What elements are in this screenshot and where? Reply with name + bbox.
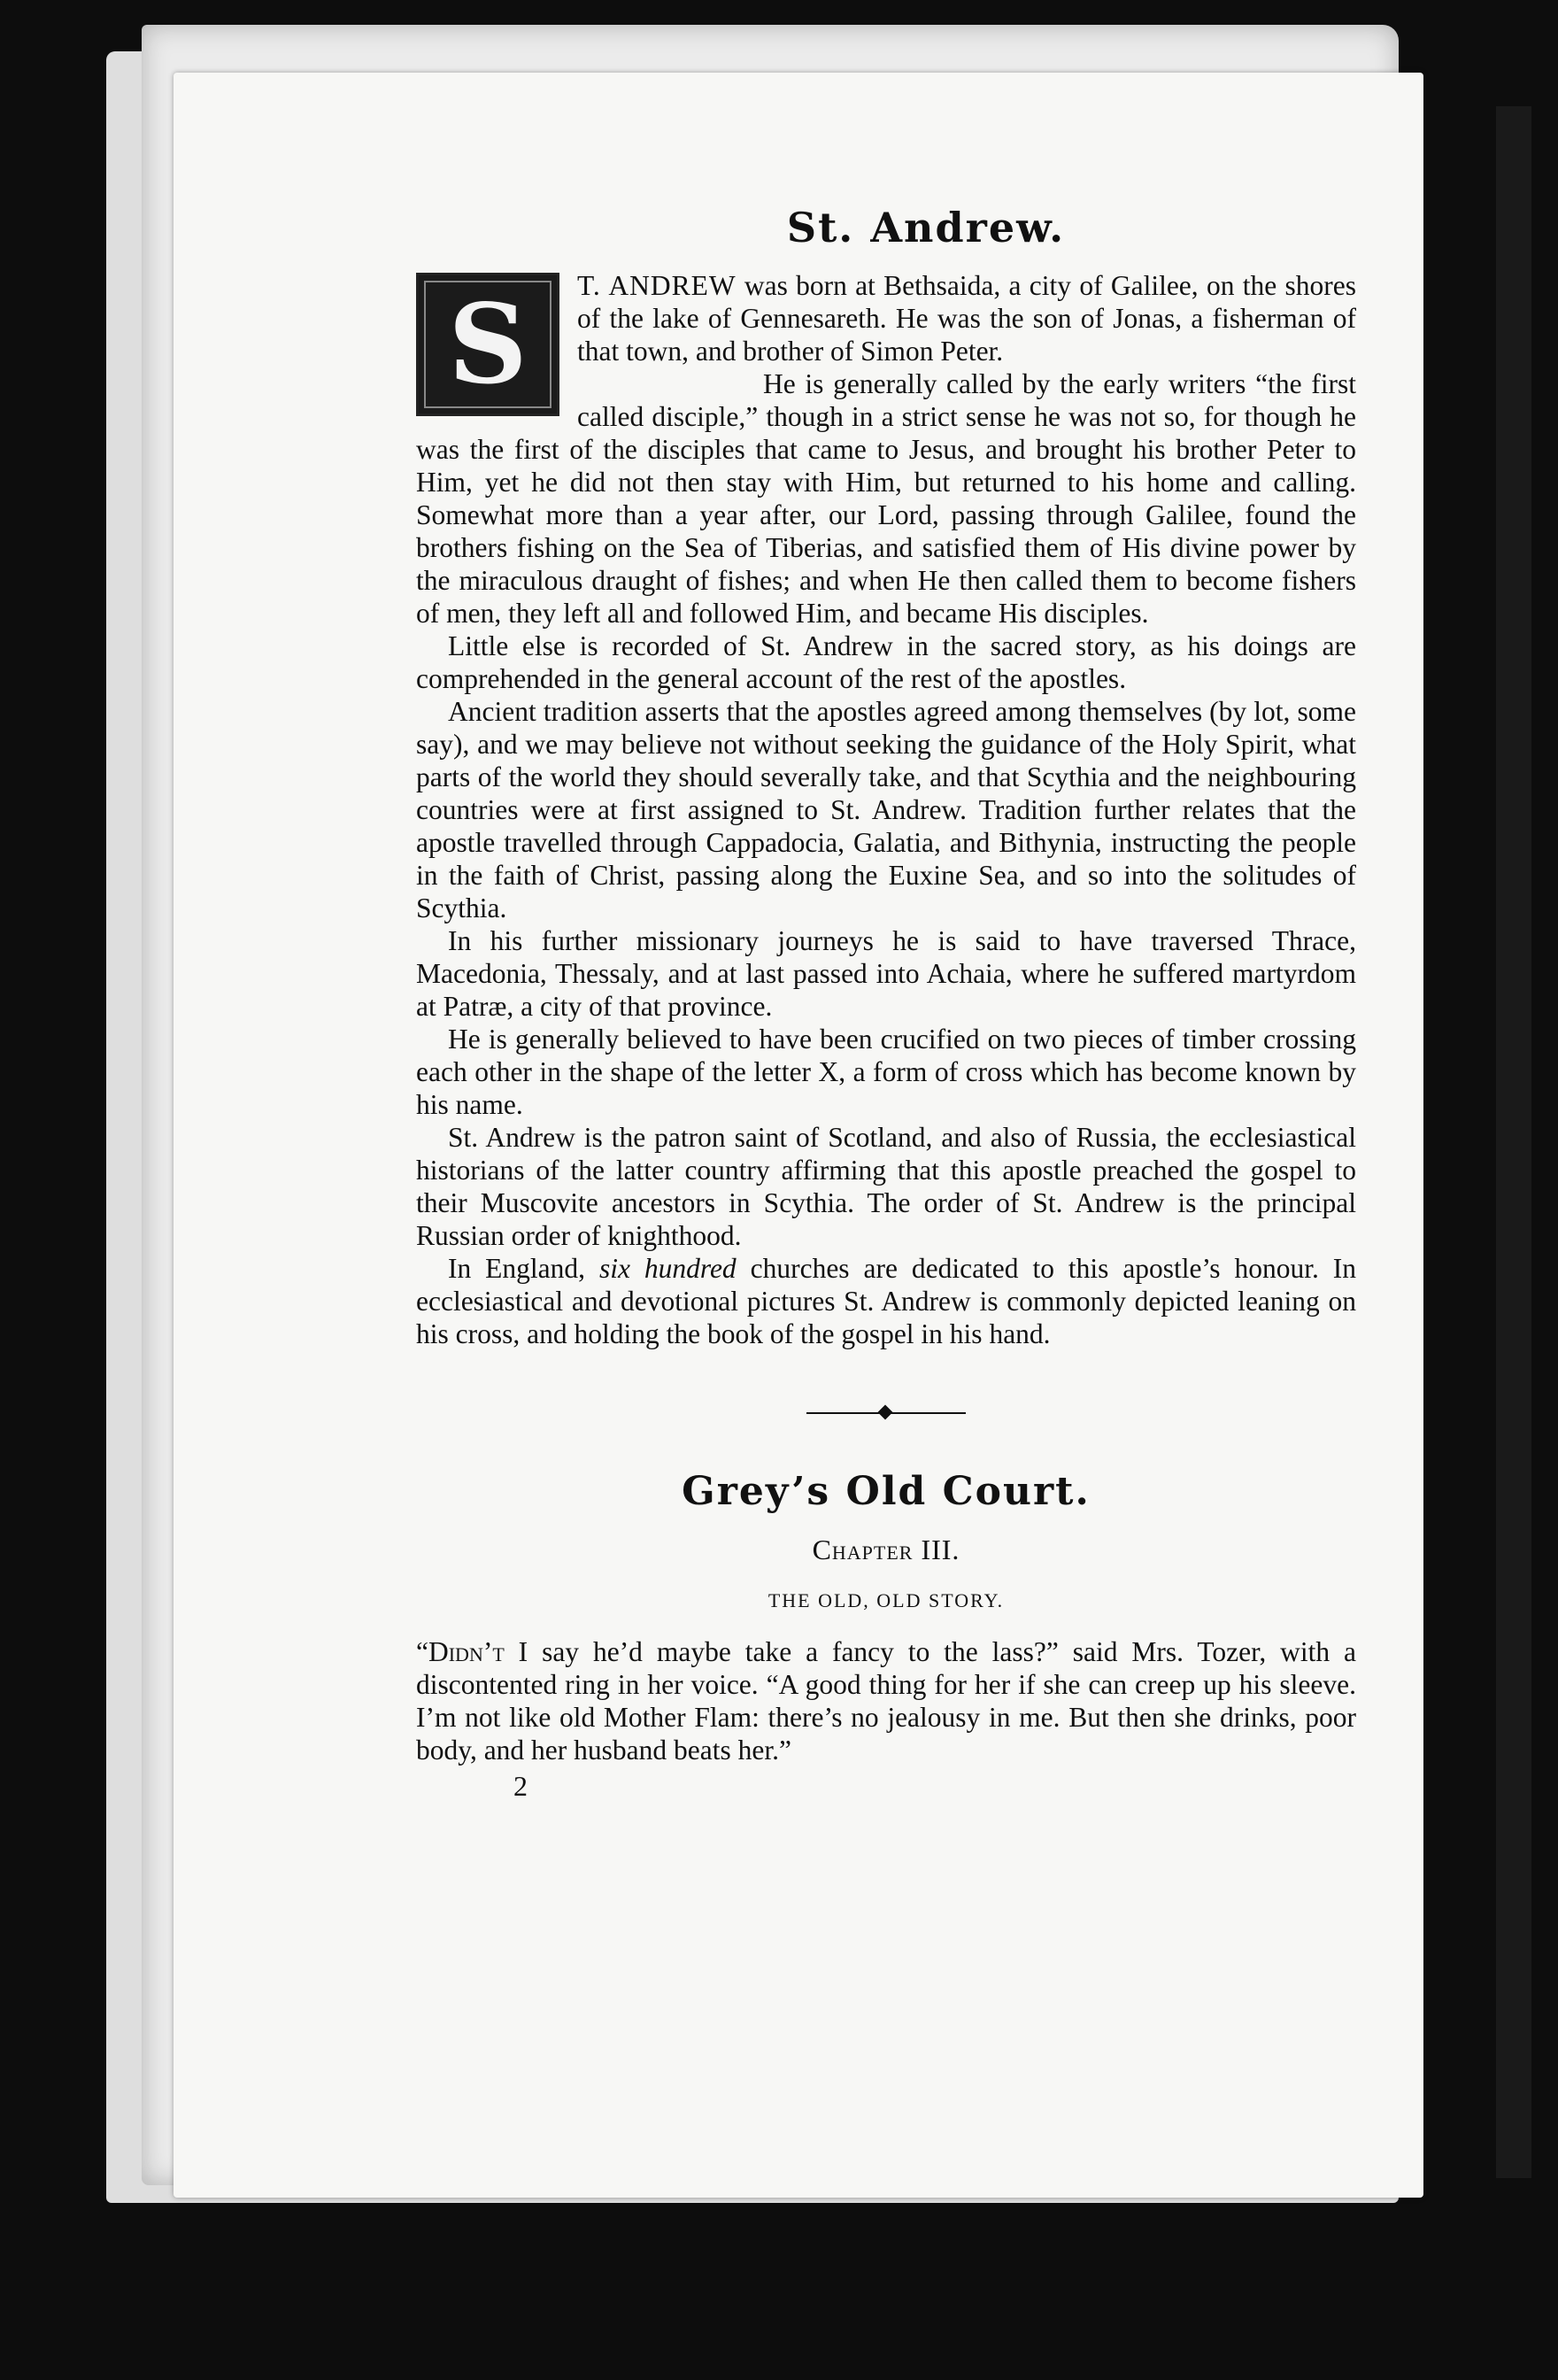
paragraph-7: St. Andrew is the patron saint of Scotland, and also of Russia, the ecclesiastical historians of the latter country affirming that this apostle preached the gospel to their Muscovite ancestors in Scythia. The order of St. Andrew is the principal Russian order of knighthood.	[416, 1122, 1356, 1251]
story-title: Grey’s Old Court.	[682, 1469, 1091, 1514]
paragraph-8-emphasis: six hundred	[598, 1253, 737, 1284]
lead-caps: T. ANDREW	[577, 270, 737, 301]
paragraph-1	[416, 269, 1356, 409]
paragraph-8	[416, 1252, 1356, 1350]
paragraph-4: Ancient tradition asserts that the apostles agreed among themselves (by lot, some say), and we may believe not without seeking the guidance of the Holy Spirit, what parts of the world they should severally take, and that Scythia and the neighbouring countries were at first assigned to St. Andrew. Tradition further relates that the apostle travelled through Cappadocia, Galatia, and Bithynia, instructing the people in the faith of Christ, passing along the Euxine Sea, and so into the solitudes of Scythia.	[416, 696, 1356, 923]
article-body	[416, 269, 1356, 1350]
page-number: 2	[513, 1770, 528, 1802]
story-paragraph-1	[416, 1635, 1356, 1766]
section-divider	[806, 1407, 966, 1419]
page-content	[416, 204, 1356, 1803]
story-opening-caps: “Didn’t	[416, 1636, 505, 1667]
story-body	[416, 1635, 1356, 1766]
paragraph-2: He is generally called by the early writers “the first called disciple,” though in a strict sense he was not so, for though he was the first of the disciples that came to Jesus, and brought his brother Peter to Him, yet he did not then stay with Him, but returned to his home and calling. Somewhat more than a year after, our Lord, passing through Galilee, found the brothers fishing on the Sea of Tiberias, and satisfied them of His divine power by the miraculous draught of fishes; and when He then called them to become fishers of men, they left all and followed Him, and became His disciples.	[416, 368, 1356, 629]
article-title: St. Andrew.	[786, 204, 1066, 251]
page-edge-shadow	[1496, 106, 1531, 2178]
divider-diamond-icon	[878, 1405, 893, 1420]
paragraph-8-start: In England,	[448, 1253, 599, 1284]
drop-cap-ornament: S	[416, 273, 559, 416]
paragraph-5: In his further missionary journeys he is said to have traversed Thrace, Macedonia, Thessaly, and at last passed into Achaia, where he suffered martyrdom at Patræ, a city of that province.	[416, 925, 1356, 1022]
paragraph-3: Little else is recorded of St. Andrew in the sacred story, as his doings are comprehended in the general account of the rest of the apostles.	[416, 630, 1356, 694]
chapter-heading: Chapter III.	[812, 1534, 960, 1565]
paragraph-6: He is generally believed to have been crucified on two pieces of timber crossing each other in the shape of the letter X, a form of cross which has become known by his name.	[416, 1024, 1356, 1120]
chapter-subtitle: THE OLD, OLD STORY.	[767, 1589, 1005, 1611]
paragraph-1-text: was born at Bethsaida, a city of Galilee, on the shores of the lake of Gennesareth. He was the son of Jonas, a fisherman of that town, and brother of Simon Peter.	[577, 270, 1356, 367]
story-paragraph-1-text: I say he’d maybe take a fancy to the lass?” said Mrs. Tozer, with a discontented ring in her voice. “A good thing for her if she can creep up his sleeve. I’m not like old Mother Flam: there’s no jealousy in me. But then she drinks, poor body, and her husband beats her.”	[416, 1636, 1356, 1766]
paragraph-8-end: churches are dedicated to this apostle’s honour. In ecclesiastical and devotional pictures St. Andrew is commonly depicted leaning on his cross, and holding the book of the gospel in his hand.	[416, 1253, 1357, 1349]
